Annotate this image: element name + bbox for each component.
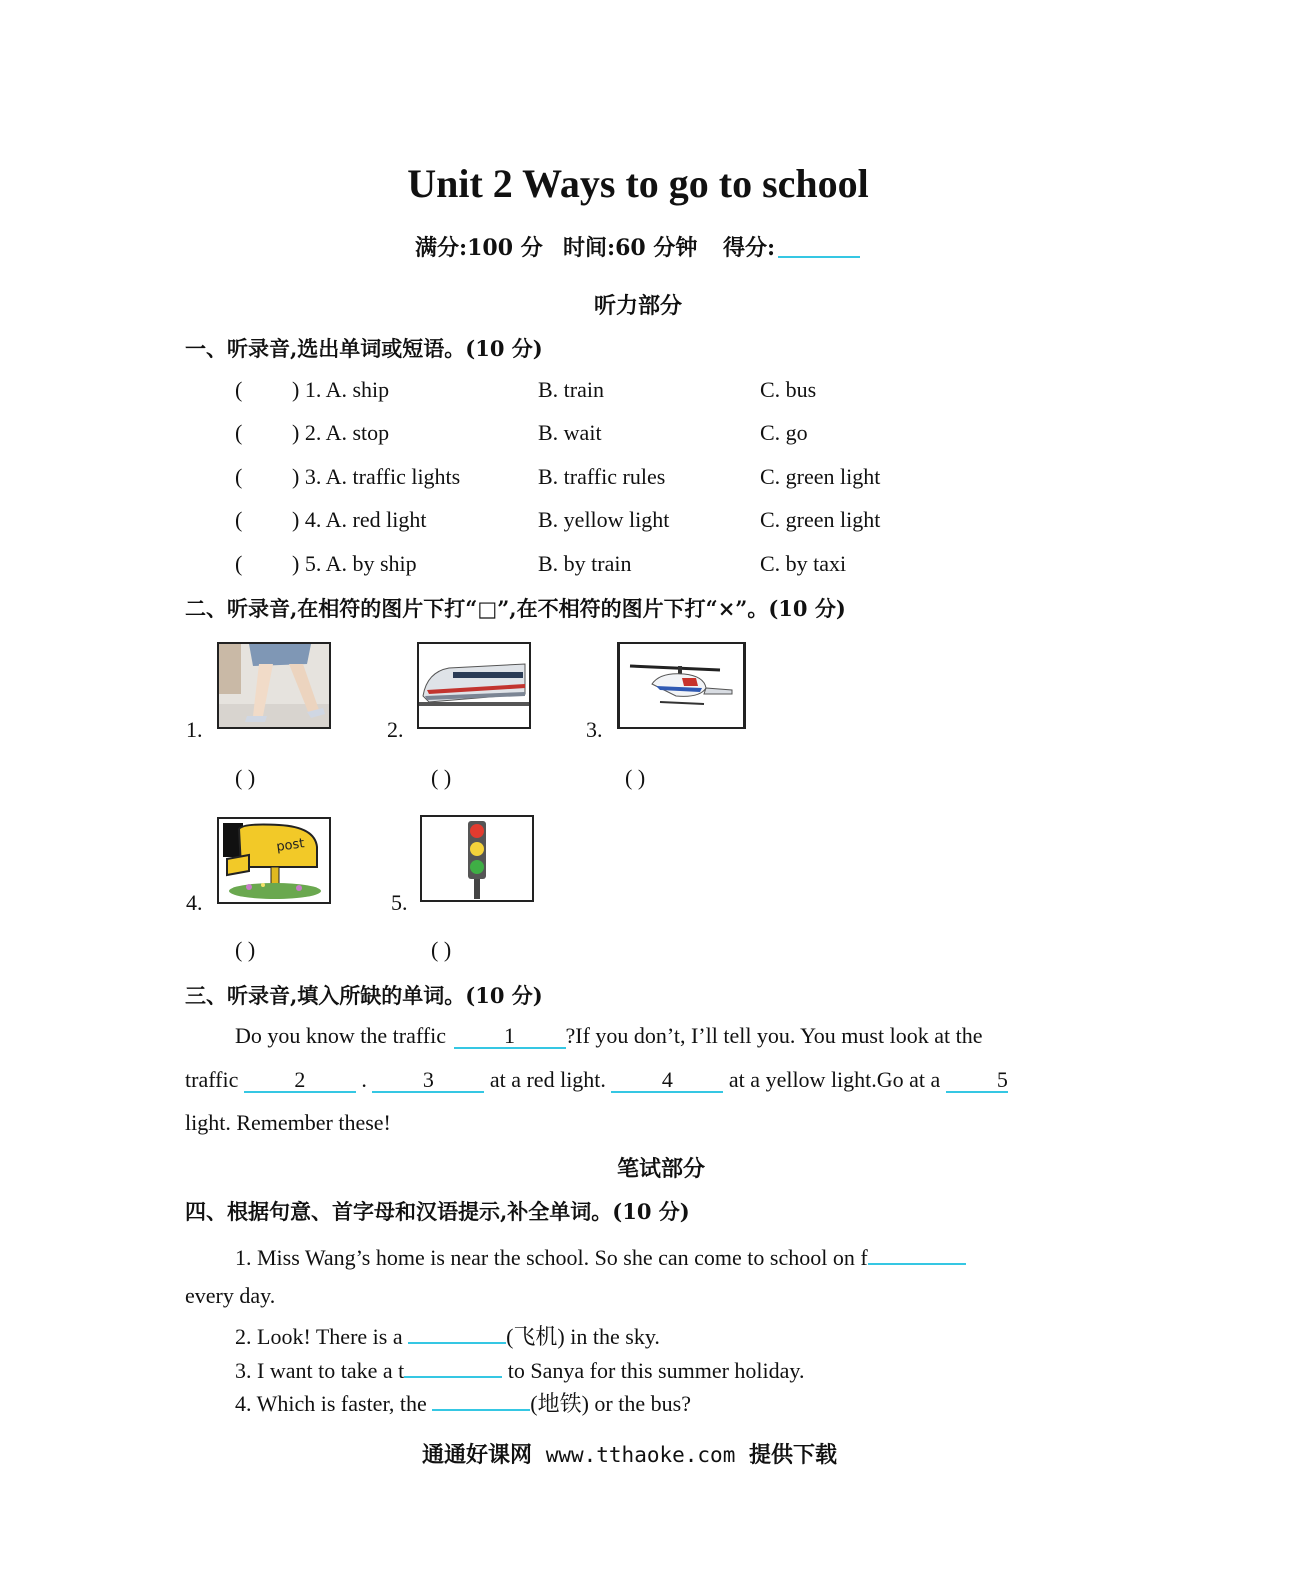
answer-blank-3[interactable] (404, 1352, 502, 1378)
q1-option-c: C. bus (760, 377, 817, 402)
blank-2[interactable]: 2 (244, 1067, 356, 1093)
q2-option-a: ) 2. A. stop (292, 420, 390, 445)
answer-blank-1[interactable] (868, 1239, 966, 1265)
passage-text: at a red light. (489, 1067, 606, 1092)
q4-item-2 (235, 1318, 660, 1351)
picture4-label: 4. (186, 890, 203, 915)
picture1-label: 1. (186, 717, 203, 742)
answer-paren-5[interactable]: ( ) (431, 937, 452, 962)
q3-option-a: ) 3. A. traffic lights (292, 464, 461, 489)
q5-option-a: ) 5. A. by ship (292, 551, 417, 576)
time-limit: 时间:60 分钟 (563, 235, 698, 261)
question-text: 2. Look! There is a (235, 1324, 403, 1349)
section1-heading: 一、听录音,选出单词或短语。(10 分) (185, 336, 543, 361)
paren-open: ( (235, 507, 243, 532)
q4-option-a: ) 4. A. red light (292, 507, 427, 532)
paren-open: ( (235, 377, 243, 402)
question-text: 4. Which is faster, the (235, 1391, 427, 1416)
section2-heading: 二、听录音,在相符的图片下打“□”,在不相符的图片下打“×”。(10 分) (185, 596, 846, 621)
question-text: 3. I want to take a t (235, 1358, 405, 1383)
picture-helicopter (617, 642, 746, 729)
q2-option-c: C. go (760, 420, 808, 445)
q4-item-1 (235, 1239, 966, 1271)
q2-option-b: B. wait (538, 420, 602, 445)
blank-1[interactable]: 1 (454, 1023, 566, 1049)
full-score: 满分:100 分 (415, 235, 543, 261)
picture-train (417, 642, 531, 729)
answer-blank-2[interactable] (408, 1318, 506, 1344)
picture5-label: 5. (391, 890, 408, 915)
walking-legs-icon (219, 644, 329, 727)
answer-paren-3[interactable]: ( ) (625, 765, 646, 790)
passage-dot: . (361, 1067, 367, 1092)
paren-open: ( (235, 464, 243, 489)
picture-walking (217, 642, 331, 729)
passage-line-3: light. Remember these! (185, 1110, 391, 1135)
footer-brand: 通通好课网 (422, 1442, 533, 1468)
passage-text: traffic (185, 1067, 239, 1092)
q5-option-b: B. by train (538, 551, 632, 576)
writing-heading: 笔试部分 (616, 1156, 705, 1182)
train-icon (419, 644, 529, 727)
q4-option-b: B. yellow light (538, 507, 670, 532)
question-text: (地铁) or the bus? (530, 1391, 691, 1416)
mailbox-post-sign: post (275, 836, 306, 855)
traffic-light-icon (422, 817, 532, 900)
q4-option-c: C. green light (760, 507, 881, 532)
answer-paren-2[interactable]: ( ) (431, 765, 452, 790)
page-title: Unit 2 Ways to go to school (407, 161, 869, 206)
question-text: 1. Miss Wang’s home is near the school. So she can come to school on f (235, 1245, 868, 1270)
q4-item-1-cont: every day. (185, 1283, 276, 1308)
passage-text: at a yellow light.Go at a (728, 1067, 941, 1092)
picture-mailbox (217, 817, 331, 904)
answer-paren-1[interactable]: ( ) (235, 765, 256, 790)
passage-line-1 (235, 1023, 982, 1049)
answer-paren-4[interactable]: ( ) (235, 937, 256, 962)
question-text: (飞机) in the sky. (506, 1324, 660, 1349)
paren-open: ( (235, 420, 243, 445)
listening-heading: 听力部分 (593, 293, 682, 319)
section3-heading: 三、听录音,填入所缺的单词。(10 分) (185, 983, 543, 1008)
score-label: 得分: (723, 235, 776, 261)
blank-4[interactable]: 4 (611, 1067, 723, 1093)
passage-text: Do you know the traffic (235, 1023, 446, 1048)
picture2-label: 2. (387, 717, 404, 742)
footer-download: 提供下载 (749, 1442, 838, 1468)
answer-blank-4[interactable] (432, 1385, 530, 1411)
blank-5[interactable]: 5 (946, 1067, 1008, 1093)
paren-open: ( (235, 551, 243, 576)
q1-option-a: ) 1. A. ship (292, 377, 390, 402)
score-blank[interactable] (778, 232, 860, 258)
passage-line-2 (185, 1067, 1008, 1093)
footer-site[interactable]: www.tthaoke.com (545, 1443, 736, 1467)
mailbox-icon (219, 819, 329, 902)
q4-item-3 (235, 1352, 805, 1384)
passage-text: ?If you don’t, I’ll tell you. You must look at the (565, 1023, 983, 1048)
question-text: to Sanya for this summer holiday. (507, 1358, 805, 1383)
blank-3[interactable]: 3 (372, 1067, 484, 1093)
q3-option-b: B. traffic rules (538, 464, 666, 489)
q4-item-4 (235, 1385, 691, 1418)
picture3-label: 3. (586, 717, 603, 742)
section4-heading: 四、根据句意、首字母和汉语提示,补全单词。(10 分) (185, 1199, 690, 1224)
q5-option-c: C. by taxi (760, 551, 847, 576)
q1-option-b: B. train (538, 377, 604, 402)
picture-traffic-light (420, 815, 534, 902)
footer (422, 1438, 837, 1469)
helicopter-icon (620, 644, 743, 727)
q3-option-c: C. green light (760, 464, 881, 489)
